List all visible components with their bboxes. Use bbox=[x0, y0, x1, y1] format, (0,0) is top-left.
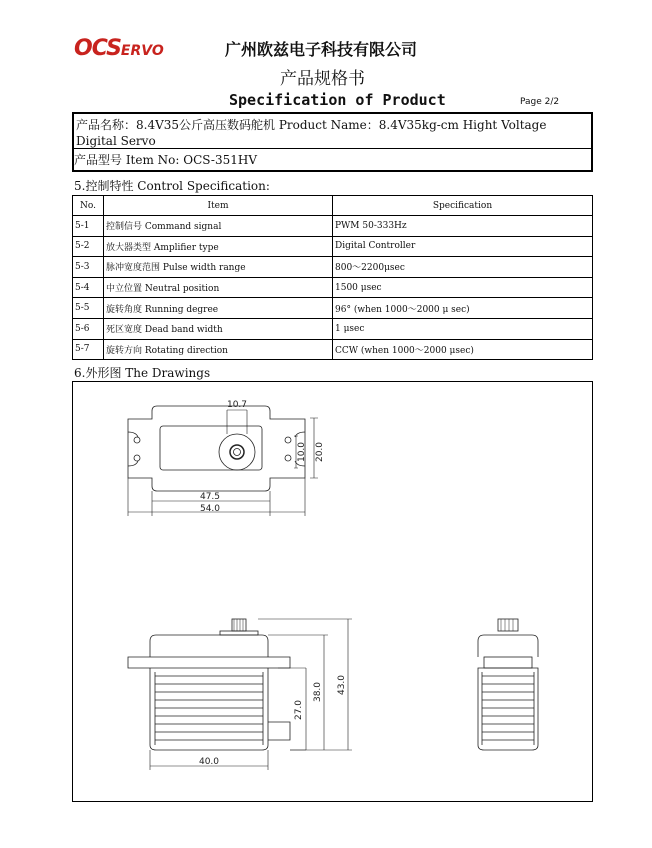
row-spec: 1 μsec bbox=[333, 318, 593, 339]
dim-top-inner-width: 47.5 bbox=[199, 492, 221, 502]
logo-main-text: OCS bbox=[74, 36, 121, 61]
dim-top-small-height: 10.0 bbox=[297, 441, 307, 463]
logo-sub-text: ERVO bbox=[120, 43, 164, 59]
row-item: 旋转角度 Running degree bbox=[104, 298, 333, 319]
row-no: 5-3 bbox=[73, 257, 104, 278]
row-item: 控制信号 Command signal bbox=[104, 216, 333, 237]
dim-side-h3: 43.0 bbox=[337, 674, 347, 696]
row-no: 5-2 bbox=[73, 236, 104, 257]
row-spec: 800～2200μsec bbox=[333, 257, 593, 278]
row-spec: CCW (when 1000～2000 μsec) bbox=[333, 339, 593, 360]
row-spec: PWM 50-333Hz bbox=[333, 216, 593, 237]
company-name: 广州欧兹电子科技有限公司 bbox=[225, 40, 418, 59]
control-section-title: 5.控制特性 Control Specification: bbox=[74, 179, 270, 193]
row-no: 5-1 bbox=[73, 216, 104, 237]
product-name: 产品名称：8.4V35公斤高压数码舵机 Product Name：8.4V35kg-cm Hight Voltage Digital Servo bbox=[76, 118, 547, 148]
row-spec: Digital Controller bbox=[333, 236, 593, 257]
dim-top-height: 20.0 bbox=[315, 441, 325, 463]
top-view-drawing bbox=[128, 406, 318, 516]
header-spec: Specification bbox=[333, 196, 593, 216]
row-item: 放大器类型 Amplifier type bbox=[104, 236, 333, 257]
page-number: Page 2/2 bbox=[520, 97, 560, 107]
row-item: 死区宽度 Dead band width bbox=[104, 318, 333, 339]
row-item: 旋转方向 Rotating direction bbox=[104, 339, 333, 360]
spec-title: Specification of Product bbox=[229, 91, 446, 109]
dim-top-total-width: 54.0 bbox=[199, 504, 221, 514]
dim-side-width: 40.0 bbox=[198, 757, 220, 767]
front-view-drawing bbox=[478, 619, 538, 750]
row-item: 中立位置 Neutral position bbox=[104, 277, 333, 298]
dim-top-small-width: 10.7 bbox=[226, 400, 248, 410]
top-view-dimensions bbox=[200, 400, 325, 514]
side-view-dimensions bbox=[199, 675, 347, 767]
row-spec: 96° (when 1000～2000 μ sec) bbox=[333, 298, 593, 319]
row-no: 5-6 bbox=[73, 318, 104, 339]
row-item: 脉冲宽度范围 Pulse width range bbox=[104, 257, 333, 278]
row-no: 5-7 bbox=[73, 339, 104, 360]
row-no: 5-5 bbox=[73, 298, 104, 319]
dim-side-h1: 27.0 bbox=[294, 699, 304, 721]
dim-side-h2: 38.0 bbox=[313, 681, 323, 703]
row-no: 5-4 bbox=[73, 277, 104, 298]
item-number: 产品型号 Item No: OCS-351HV bbox=[74, 153, 258, 167]
document-title: 产品规格书 bbox=[280, 69, 365, 89]
row-spec: 1500 μsec bbox=[333, 277, 593, 298]
header-item: Item bbox=[104, 196, 333, 216]
drawings-section-title: 6.外形图 The Drawings bbox=[74, 366, 211, 380]
header-no: No. bbox=[73, 196, 104, 216]
